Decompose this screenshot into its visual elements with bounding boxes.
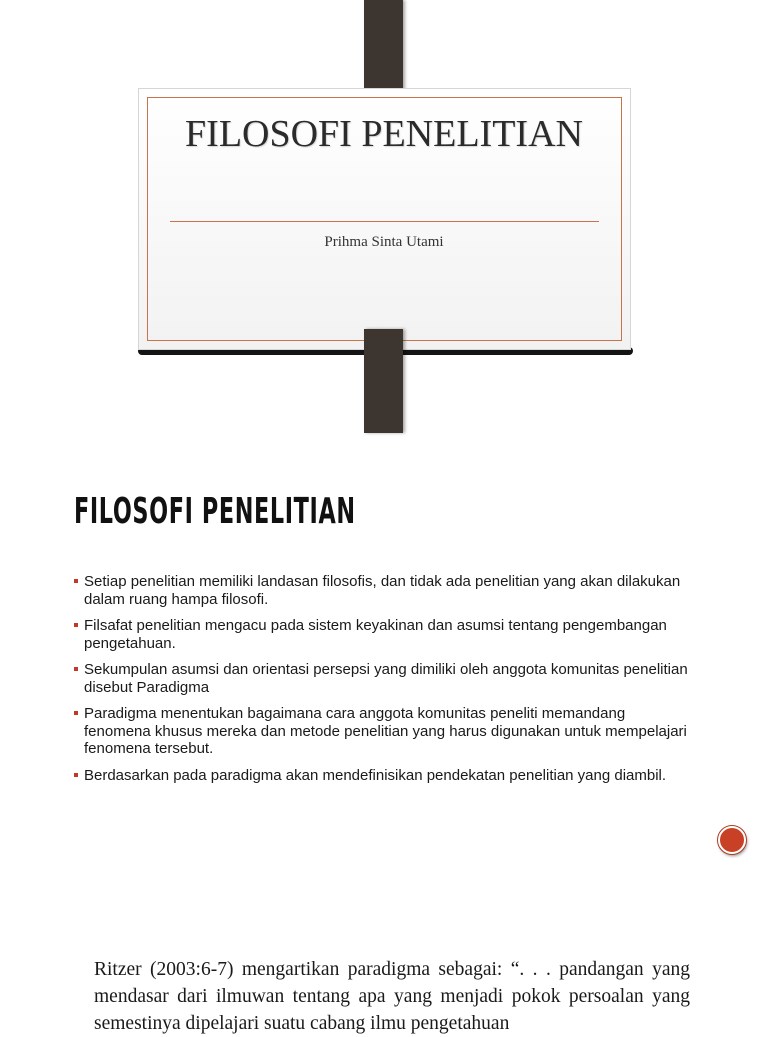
list-item xyxy=(74,573,694,608)
bullet-text: Setiap penelitian memiliki landasan filosofis, dan tidak ada penelitian yang akan dilakukan dalam ruang hampa filosofi. xyxy=(84,573,681,608)
slide-2-title: FILOSOFI PENELITIAN xyxy=(74,491,356,532)
bullet-text: Paradigma menentukan bagaimana cara anggota komunitas peneliti memandang fenomena khusus mereka dan metode penelitian yang harus digunakan untuk mempelajari fenomena tersebut. xyxy=(84,705,687,757)
list-item xyxy=(74,661,694,696)
post-bottom xyxy=(364,329,403,433)
bullet-square-icon xyxy=(74,623,78,627)
slide-1-subtitle: Prihma Sinta Utami xyxy=(324,234,444,250)
bullet-square-icon xyxy=(74,667,78,671)
bullet-square-icon xyxy=(74,579,78,583)
title-divider xyxy=(170,221,599,222)
bullet-square-icon xyxy=(74,711,78,715)
bullet-list xyxy=(74,573,694,793)
quote-paragraph: Ritzer (2003:6-7) mengartikan paradigma sebagai: “. . . pandangan yang mendasar dari ilmuwan tentang apa yang menjadi pokok persoalan yang semestinya dipelajari suatu cabang ilmu pengetahuan xyxy=(94,959,690,1034)
bullet-text: Sekumpulan asumsi dan orientasi persepsi yang dimiliki oleh anggota komunitas penelitian disebut Paradigma xyxy=(84,661,688,696)
slide-1-title: FILOSOFI PENELITIAN xyxy=(185,113,583,155)
bullet-square-icon xyxy=(74,773,78,777)
slide-1 xyxy=(0,0,768,434)
list-item xyxy=(74,617,694,652)
list-item xyxy=(74,767,694,785)
list-item xyxy=(74,705,694,758)
bullet-text: Berdasarkan pada paradigma akan mendefinisikan pendekatan penelitian yang diambil. xyxy=(84,766,667,784)
red-circle-button[interactable] xyxy=(718,826,746,854)
bullet-text: Filsafat penelitian mengacu pada sistem keyakinan dan asumsi tentang pengembangan pengetahuan. xyxy=(84,617,667,652)
